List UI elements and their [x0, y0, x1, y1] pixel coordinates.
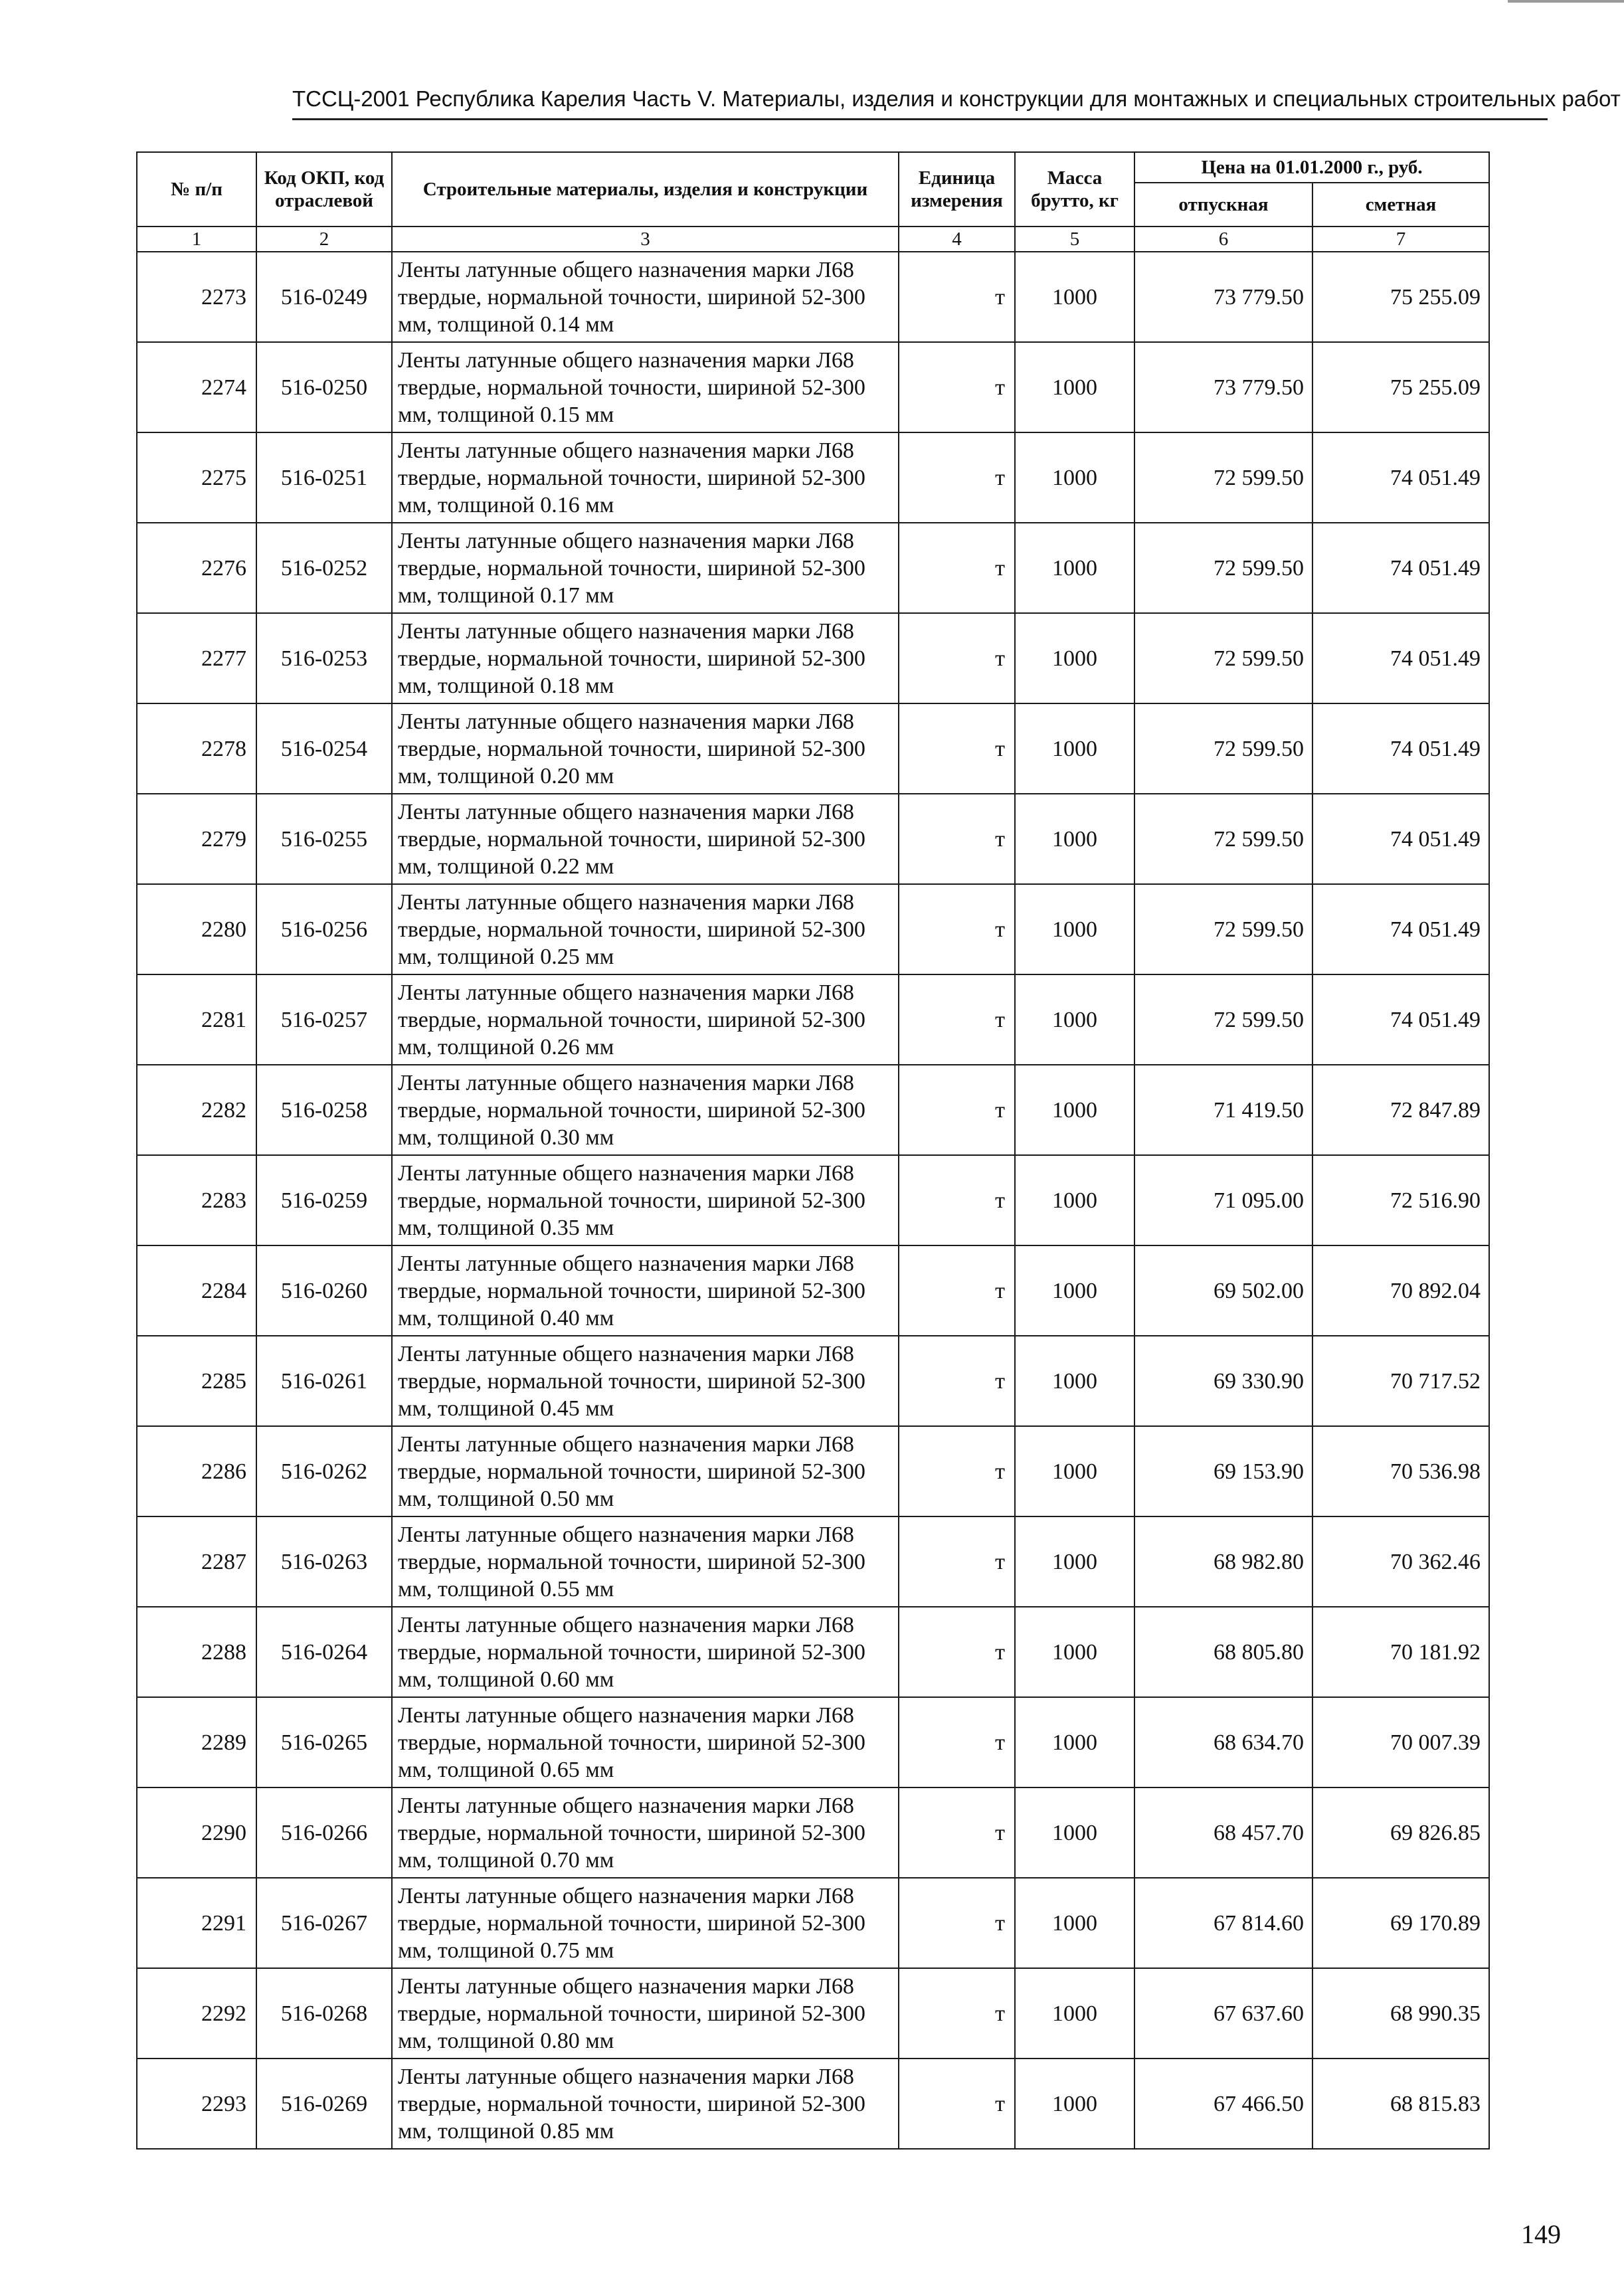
row-price-release: 72 599.50 — [1134, 884, 1312, 974]
row-mass: 1000 — [1015, 252, 1134, 342]
row-number: 2288 — [137, 1607, 256, 1697]
price-table — [136, 151, 1490, 2150]
row-number: 2286 — [137, 1426, 256, 1516]
table-row — [137, 342, 1489, 432]
row-number: 2278 — [137, 703, 256, 794]
row-material-name: Ленты латунные общего назначения марки Л68 твердые, нормальной точности, шириной 52-300 мм, толщиной 0.60 мм — [392, 1607, 899, 1697]
row-mass: 1000 — [1015, 703, 1134, 794]
row-code: 516-0269 — [256, 2059, 392, 2149]
col-header-price-group: Цена на 01.01.2000 г., руб. — [1134, 152, 1489, 183]
row-price-release: 73 779.50 — [1134, 342, 1312, 432]
row-unit: т — [899, 703, 1015, 794]
table-row — [137, 2059, 1489, 2149]
row-price-estimate: 72 516.90 — [1312, 1155, 1489, 1245]
row-price-release: 71 419.50 — [1134, 1065, 1312, 1155]
row-material-name: Ленты латунные общего назначения марки Л68 твердые, нормальной точности, шириной 52-300 мм, толщиной 0.85 мм — [392, 2059, 899, 2149]
row-price-release: 72 599.50 — [1134, 703, 1312, 794]
row-mass: 1000 — [1015, 1968, 1134, 2059]
row-price-release: 71 095.00 — [1134, 1155, 1312, 1245]
table-row — [137, 523, 1489, 613]
col-header-code: Код ОКП, код отраслевой — [256, 152, 392, 227]
row-number: 2284 — [137, 1245, 256, 1336]
row-material-name: Ленты латунные общего назначения марки Л68 твердые, нормальной точности, шириной 52-300 мм, толщиной 0.20 мм — [392, 703, 899, 794]
row-material-name: Ленты латунные общего назначения марки Л68 твердые, нормальной точности, шириной 52-300 мм, толщиной 0.25 мм — [392, 884, 899, 974]
row-unit: т — [899, 1065, 1015, 1155]
row-price-release: 73 779.50 — [1134, 252, 1312, 342]
row-code: 516-0256 — [256, 884, 392, 974]
row-unit: т — [899, 342, 1015, 432]
row-price-release: 69 502.00 — [1134, 1245, 1312, 1336]
row-unit: т — [899, 1787, 1015, 1878]
row-number: 2293 — [137, 2059, 256, 2149]
row-code: 516-0258 — [256, 1065, 392, 1155]
row-price-release: 72 599.50 — [1134, 974, 1312, 1065]
row-price-estimate: 69 170.89 — [1312, 1878, 1489, 1968]
row-material-name: Ленты латунные общего назначения марки Л68 твердые, нормальной точности, шириной 52-300 мм, толщиной 0.55 мм — [392, 1516, 899, 1607]
row-material-name: Ленты латунные общего назначения марки Л68 твердые, нормальной точности, шириной 52-300 мм, толщиной 0.18 мм — [392, 613, 899, 703]
col-header-num: № п/п — [137, 152, 256, 227]
header-rule — [292, 118, 1548, 120]
row-material-name: Ленты латунные общего назначения марки Л68 твердые, нормальной точности, шириной 52-300 мм, толщиной 0.70 мм — [392, 1787, 899, 1878]
row-price-estimate: 72 847.89 — [1312, 1065, 1489, 1155]
row-unit: т — [899, 2059, 1015, 2149]
row-unit: т — [899, 252, 1015, 342]
column-number: 5 — [1015, 227, 1134, 252]
row-mass: 1000 — [1015, 974, 1134, 1065]
row-price-estimate: 74 051.49 — [1312, 703, 1489, 794]
row-mass: 1000 — [1015, 1516, 1134, 1607]
row-price-release: 67 814.60 — [1134, 1878, 1312, 1968]
row-material-name: Ленты латунные общего назначения марки Л68 твердые, нормальной точности, шириной 52-300 мм, толщиной 0.80 мм — [392, 1968, 899, 2059]
row-mass: 1000 — [1015, 1697, 1134, 1787]
column-number: 6 — [1134, 227, 1312, 252]
column-number: 4 — [899, 227, 1015, 252]
row-price-release: 72 599.50 — [1134, 613, 1312, 703]
row-material-name: Ленты латунные общего назначения марки Л68 твердые, нормальной точности, шириной 52-300 мм, толщиной 0.17 мм — [392, 523, 899, 613]
row-price-estimate: 74 051.49 — [1312, 794, 1489, 884]
col-header-name: Строительные материалы, изделия и конструкции — [392, 152, 899, 227]
row-number: 2291 — [137, 1878, 256, 1968]
table-row — [137, 1878, 1489, 1968]
row-price-estimate: 74 051.49 — [1312, 974, 1489, 1065]
row-code: 516-0264 — [256, 1607, 392, 1697]
row-mass: 1000 — [1015, 2059, 1134, 2149]
row-unit: т — [899, 1155, 1015, 1245]
row-number: 2279 — [137, 794, 256, 884]
row-mass: 1000 — [1015, 1065, 1134, 1155]
row-price-release: 68 457.70 — [1134, 1787, 1312, 1878]
row-price-release: 67 466.50 — [1134, 2059, 1312, 2149]
row-code: 516-0254 — [256, 703, 392, 794]
row-unit: т — [899, 1878, 1015, 1968]
column-number-row — [137, 227, 1489, 252]
row-price-release: 68 634.70 — [1134, 1697, 1312, 1787]
row-unit: т — [899, 974, 1015, 1065]
row-unit: т — [899, 1607, 1015, 1697]
row-mass: 1000 — [1015, 432, 1134, 523]
row-mass: 1000 — [1015, 884, 1134, 974]
row-code: 516-0257 — [256, 974, 392, 1065]
row-material-name: Ленты латунные общего назначения марки Л68 твердые, нормальной точности, шириной 52-300 мм, толщиной 0.45 мм — [392, 1336, 899, 1426]
row-unit: т — [899, 794, 1015, 884]
col-header-unit: Единица измерения — [899, 152, 1015, 227]
row-number: 2283 — [137, 1155, 256, 1245]
row-code: 516-0261 — [256, 1336, 392, 1426]
row-price-release: 72 599.50 — [1134, 794, 1312, 884]
page-number: 149 — [1521, 2219, 1561, 2249]
row-price-estimate: 74 051.49 — [1312, 523, 1489, 613]
row-unit: т — [899, 432, 1015, 523]
col-header-price-release: отпускная — [1134, 183, 1312, 227]
row-mass: 1000 — [1015, 794, 1134, 884]
table-row — [137, 252, 1489, 342]
row-price-estimate: 70 892.04 — [1312, 1245, 1489, 1336]
row-mass: 1000 — [1015, 1245, 1134, 1336]
row-material-name: Ленты латунные общего назначения марки Л68 твердые, нормальной точности, шириной 52-300 мм, толщиной 0.15 мм — [392, 342, 899, 432]
column-number: 3 — [392, 227, 899, 252]
row-price-estimate: 70 717.52 — [1312, 1336, 1489, 1426]
row-mass: 1000 — [1015, 1787, 1134, 1878]
row-code: 516-0267 — [256, 1878, 392, 1968]
row-mass: 1000 — [1015, 342, 1134, 432]
table-row — [137, 1516, 1489, 1607]
column-number: 1 — [137, 227, 256, 252]
row-material-name: Ленты латунные общего назначения марки Л68 твердые, нормальной точности, шириной 52-300 мм, толщиной 0.65 мм — [392, 1697, 899, 1787]
row-price-estimate: 75 255.09 — [1312, 252, 1489, 342]
row-price-release: 69 153.90 — [1134, 1426, 1312, 1516]
row-mass: 1000 — [1015, 1336, 1134, 1426]
table-row — [137, 613, 1489, 703]
table-row — [137, 1787, 1489, 1878]
row-code: 516-0265 — [256, 1697, 392, 1787]
row-number: 2276 — [137, 523, 256, 613]
row-mass: 1000 — [1015, 1607, 1134, 1697]
table-row — [137, 1336, 1489, 1426]
column-number: 2 — [256, 227, 392, 252]
row-price-estimate: 69 826.85 — [1312, 1787, 1489, 1878]
row-material-name: Ленты латунные общего назначения марки Л68 твердые, нормальной точности, шириной 52-300 мм, толщиной 0.16 мм — [392, 432, 899, 523]
row-price-estimate: 74 051.49 — [1312, 432, 1489, 523]
row-price-release: 72 599.50 — [1134, 523, 1312, 613]
row-price-release: 67 637.60 — [1134, 1968, 1312, 2059]
row-price-estimate: 68 990.35 — [1312, 1968, 1489, 2059]
row-code: 516-0259 — [256, 1155, 392, 1245]
row-price-estimate: 74 051.49 — [1312, 884, 1489, 974]
row-material-name: Ленты латунные общего назначения марки Л68 твердые, нормальной точности, шириной 52-300 мм, толщиной 0.40 мм — [392, 1245, 899, 1336]
table-row — [137, 1968, 1489, 2059]
row-price-estimate: 70 536.98 — [1312, 1426, 1489, 1516]
row-number: 2274 — [137, 342, 256, 432]
row-number: 2289 — [137, 1697, 256, 1787]
row-price-release: 72 599.50 — [1134, 432, 1312, 523]
table-row — [137, 1607, 1489, 1697]
row-price-release: 68 982.80 — [1134, 1516, 1312, 1607]
col-header-mass: Масса брутто, кг — [1015, 152, 1134, 227]
row-unit: т — [899, 884, 1015, 974]
row-mass: 1000 — [1015, 1155, 1134, 1245]
table-row — [137, 1245, 1489, 1336]
row-code: 516-0268 — [256, 1968, 392, 2059]
row-price-estimate: 68 815.83 — [1312, 2059, 1489, 2149]
row-price-estimate: 75 255.09 — [1312, 342, 1489, 432]
row-unit: т — [899, 1426, 1015, 1516]
row-material-name: Ленты латунные общего назначения марки Л68 твердые, нормальной точности, шириной 52-300 мм, толщиной 0.22 мм — [392, 794, 899, 884]
row-price-estimate: 70 362.46 — [1312, 1516, 1489, 1607]
row-mass: 1000 — [1015, 1878, 1134, 1968]
row-unit: т — [899, 1968, 1015, 2059]
row-number: 2287 — [137, 1516, 256, 1607]
row-code: 516-0249 — [256, 252, 392, 342]
row-price-estimate: 74 051.49 — [1312, 613, 1489, 703]
row-code: 516-0252 — [256, 523, 392, 613]
row-number: 2282 — [137, 1065, 256, 1155]
row-code: 516-0260 — [256, 1245, 392, 1336]
row-code: 516-0263 — [256, 1516, 392, 1607]
row-mass: 1000 — [1015, 523, 1134, 613]
row-material-name: Ленты латунные общего назначения марки Л68 твердые, нормальной точности, шириной 52-300 мм, толщиной 0.26 мм — [392, 974, 899, 1065]
row-price-release: 68 805.80 — [1134, 1607, 1312, 1697]
row-unit: т — [899, 523, 1015, 613]
row-material-name: Ленты латунные общего назначения марки Л68 твердые, нормальной точности, шириной 52-300 мм, толщиной 0.14 мм — [392, 252, 899, 342]
row-code: 516-0253 — [256, 613, 392, 703]
row-material-name: Ленты латунные общего назначения марки Л68 твердые, нормальной точности, шириной 52-300 мм, толщиной 0.50 мм — [392, 1426, 899, 1516]
row-material-name: Ленты латунные общего назначения марки Л68 твердые, нормальной точности, шириной 52-300 мм, толщиной 0.75 мм — [392, 1878, 899, 1968]
table-row — [137, 884, 1489, 974]
row-unit: т — [899, 613, 1015, 703]
row-number: 2292 — [137, 1968, 256, 2059]
table-row — [137, 432, 1489, 523]
row-material-name: Ленты латунные общего назначения марки Л68 твердые, нормальной точности, шириной 52-300 мм, толщиной 0.35 мм — [392, 1155, 899, 1245]
row-mass: 1000 — [1015, 1426, 1134, 1516]
column-number: 7 — [1312, 227, 1489, 252]
row-code: 516-0262 — [256, 1426, 392, 1516]
row-unit: т — [899, 1245, 1015, 1336]
col-header-price-estimate: сметная — [1312, 183, 1489, 227]
row-number: 2285 — [137, 1336, 256, 1426]
row-number: 2281 — [137, 974, 256, 1065]
table-row — [137, 703, 1489, 794]
row-unit: т — [899, 1336, 1015, 1426]
row-unit: т — [899, 1697, 1015, 1787]
row-number: 2277 — [137, 613, 256, 703]
row-price-estimate: 70 181.92 — [1312, 1607, 1489, 1697]
table-row — [137, 1155, 1489, 1245]
row-code: 516-0251 — [256, 432, 392, 523]
page-header: ТССЦ-2001 Республика Карелия Часть V. Материалы, изделия и конструкции для монтажных и специальных строительных работ — [292, 86, 1621, 111]
row-price-release: 69 330.90 — [1134, 1336, 1312, 1426]
row-number: 2280 — [137, 884, 256, 974]
scan-corner-mark — [1508, 0, 1624, 3]
row-code: 516-0255 — [256, 794, 392, 884]
row-price-estimate: 70 007.39 — [1312, 1697, 1489, 1787]
table-row — [137, 1426, 1489, 1516]
row-code: 516-0266 — [256, 1787, 392, 1878]
table-body — [137, 252, 1489, 2149]
table-row — [137, 794, 1489, 884]
table-row — [137, 974, 1489, 1065]
table-row — [137, 1065, 1489, 1155]
row-number: 2290 — [137, 1787, 256, 1878]
table-row — [137, 1697, 1489, 1787]
row-material-name: Ленты латунные общего назначения марки Л68 твердые, нормальной точности, шириной 52-300 мм, толщиной 0.30 мм — [392, 1065, 899, 1155]
row-number: 2273 — [137, 252, 256, 342]
row-number: 2275 — [137, 432, 256, 523]
row-code: 516-0250 — [256, 342, 392, 432]
row-mass: 1000 — [1015, 613, 1134, 703]
row-unit: т — [899, 1516, 1015, 1607]
